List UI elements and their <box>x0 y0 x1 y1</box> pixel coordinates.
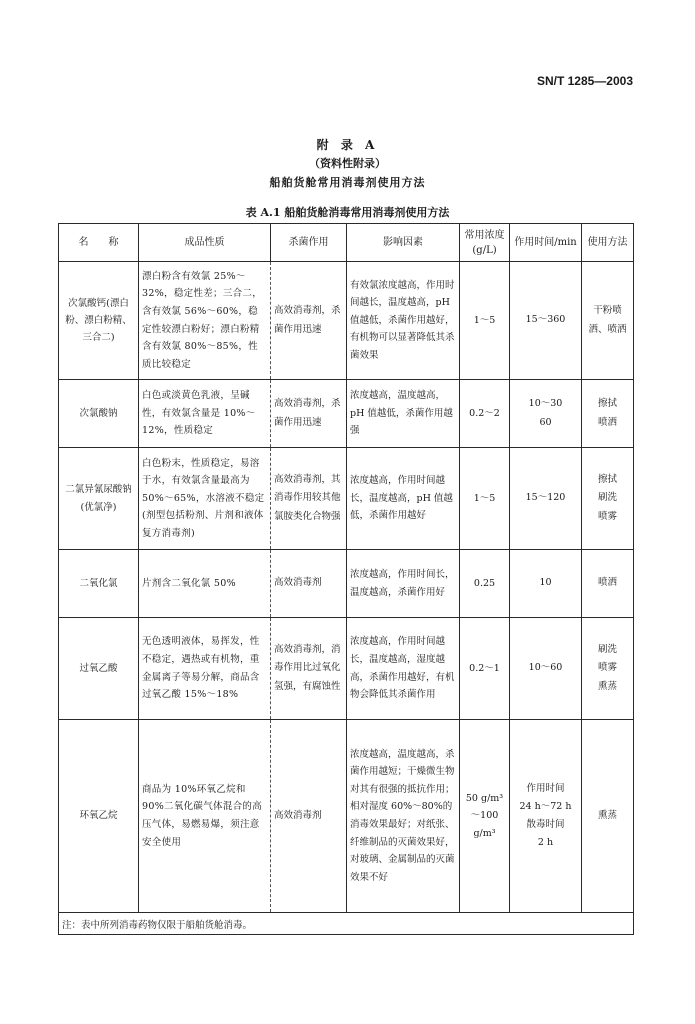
header-method: 使用方法 <box>582 224 634 262</box>
cell-name: 次氯酸钠 <box>59 380 139 448</box>
cell-time: 10 <box>510 550 582 618</box>
table-row <box>59 262 634 380</box>
table-caption: 表 A.1 船舶货舱消毒常用消毒剂使用方法 <box>245 206 450 219</box>
cell-concentration: 0.2～2 <box>460 380 510 448</box>
cell-concentration: 1～5 <box>460 448 510 550</box>
header-effect: 杀菌作用 <box>271 224 347 262</box>
cell-factors: 浓度越高，作用时间长，温度越高，杀菌作用好 <box>347 550 460 618</box>
table-row <box>59 380 634 448</box>
cell-time: 15～360 <box>510 262 582 380</box>
header-property: 成品性质 <box>139 224 271 262</box>
cell-effect: 高效消毒剂，杀菌作用迅速 <box>271 380 347 448</box>
cell-factors: 浓度越高，温度越高，杀菌作用越短；干燥微生物对其有很强的抵抗作用；相对湿度 60%～80%的消毒效果最好；对纸张、纤维制品的灭菌效果好，对玻璃、金属制品的灭菌效果不好 <box>347 720 460 913</box>
disinfectant-table <box>58 223 634 935</box>
cell-effect: 高效消毒剂，其消毒作用较其他氯胺类化合物强 <box>271 448 347 550</box>
cell-property: 片剂含二氧化氯 50% <box>139 550 271 618</box>
header-factors: 影响因素 <box>347 224 460 262</box>
cell-time: 10～60 <box>510 618 582 720</box>
cell-name: 二氯异氰尿酸钠(优氯净) <box>59 448 139 550</box>
cell-method: 喷洒 <box>582 550 634 618</box>
standard-number: SN/T 1285—2003 <box>536 74 633 88</box>
cell-method: 刷洗 喷雾 熏蒸 <box>582 618 634 720</box>
header-row <box>59 224 634 262</box>
table-row <box>59 720 634 913</box>
cell-effect: 高效消毒剂 <box>271 550 347 618</box>
appendix-type: （资料性附录） <box>309 157 386 170</box>
cell-concentration: 0.2～1 <box>460 618 510 720</box>
header-concentration: 常用浓度(g/L) <box>460 224 510 262</box>
cell-concentration: 0.25 <box>460 550 510 618</box>
cell-property: 白色或淡黄色乳液，呈碱性，有效氯含量是 10%～12%，性质稳定 <box>139 380 271 448</box>
cell-property: 漂白粉含有效氯 25%～32%，稳定性差；三合二，含有效氯 56%～60%，稳定性较漂白粉好；漂白粉精含有效氯 80%～85%，性质比较稳定 <box>139 262 271 380</box>
header-name: 名 称 <box>59 224 139 262</box>
table-row <box>59 550 634 618</box>
cell-factors: 浓度越高，作用时间越长，温度越高，pH 值越低，杀菌作用越好 <box>347 448 460 550</box>
cell-time: 作用时间 24 h～72 h 散毒时间 2 h <box>510 720 582 913</box>
table-row <box>59 618 634 720</box>
table-row <box>59 448 634 550</box>
cell-concentration: 50 g/m³～100 g/m³ <box>460 720 510 913</box>
cell-method: 干粉喷洒、喷洒 <box>582 262 634 380</box>
cell-effect: 高效消毒剂 <box>271 720 347 913</box>
cell-factors: 浓度越高，作用时间越长，温度越高，湿度越高，杀菌作用越好，有机物会降低其杀菌作用 <box>347 618 460 720</box>
appendix-title: 附 录 A <box>316 138 379 152</box>
header-time: 作用时间/min <box>510 224 582 262</box>
cell-property: 白色粉末，性质稳定，易溶于水，有效氯含量最高为 50%～65%，水溶液不稳定(剂型包括粉剂、片剂和液体复方消毒剂) <box>139 448 271 550</box>
cell-name: 次氯酸钙(漂白粉、漂白粉精、三合二) <box>59 262 139 380</box>
cell-method: 擦拭 刷洗 喷雾 <box>582 448 634 550</box>
cell-factors: 有效氯浓度越高，作用时间越长，温度越高，pH 值越低，杀菌作用越好，有机物可以显著降低其杀菌效果 <box>347 262 460 380</box>
cell-name: 环氧乙烷 <box>59 720 139 913</box>
cell-effect: 高效消毒剂，杀菌作用迅速 <box>271 262 347 380</box>
cell-method: 擦拭 喷洒 <box>582 380 634 448</box>
cell-property: 无色透明液体，易挥发，性不稳定，遇热或有机物，重金属离子等易分解，商品含过氧乙酸 15%～18% <box>139 618 271 720</box>
cell-factors: 浓度越高，温度越高，pH 值越低，杀菌作用越强 <box>347 380 460 448</box>
appendix-subject: 船舶货舱常用消毒剂使用方法 <box>269 176 426 189</box>
cell-effect: 高效消毒剂，消毒作用比过氧化氢强，有腐蚀性 <box>271 618 347 720</box>
cell-name: 二氧化氯 <box>59 550 139 618</box>
table-note: 注：表中所列消毒药物仅限于船舶货舱消毒。 <box>59 913 634 935</box>
cell-time: 10～30 60 <box>510 380 582 448</box>
cell-time: 15～120 <box>510 448 582 550</box>
cell-name: 过氧乙酸 <box>59 618 139 720</box>
cell-property: 商品为 10%环氧乙烷和 90%二氧化碳气体混合的高压气体，易燃易爆，须注意安全使用 <box>139 720 271 913</box>
cell-concentration: 1～5 <box>460 262 510 380</box>
cell-method: 熏蒸 <box>582 720 634 913</box>
